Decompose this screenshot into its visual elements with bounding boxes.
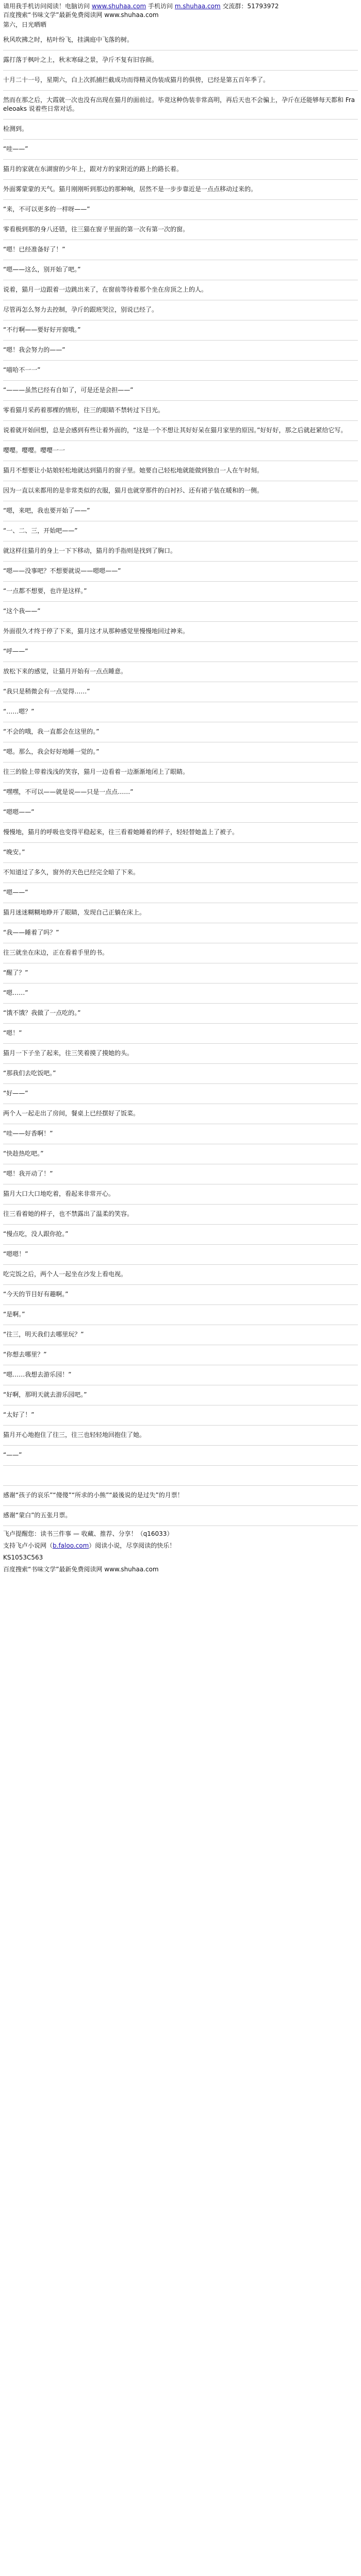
top-notice-middle: 手机访问 <box>148 3 173 10</box>
paragraph: 往三看着她的样子，也不禁露出了温柔的笑容。 <box>3 1205 358 1225</box>
paragraph: “不会的哦，我一直都会在这里的。” <box>3 722 358 742</box>
paragraph: 猫月迷迷糊糊地睁开了眼睛，发现自己正躺在床上。 <box>3 903 358 923</box>
chapter-title: 第六，日光晒晒 <box>3 21 47 28</box>
paragraph: “往三，明天我们去哪里玩？” <box>3 1325 358 1345</box>
paragraph: “快趁热吃吧。” <box>3 1144 358 1164</box>
paragraph: 外面很久才终于停了下来，猫月这才从那种感觉里慢慢地回过神来。 <box>3 622 358 642</box>
footer-notice <box>3 1540 358 1552</box>
site-code: KS1053C563 <box>3 1554 43 1561</box>
paragraph: “醒了？” <box>3 963 358 984</box>
paragraph: “嗯！我开动了！” <box>3 1164 358 1184</box>
footer-recommend-prefix: 飞卢提醒您：读书三件事 — 收藏、推荐、分享！（ <box>3 1530 143 1537</box>
paragraph: “——” <box>3 1446 358 1466</box>
paragraph: “嗯——” <box>3 883 358 903</box>
paragraph: “嗯嗯！” <box>3 1245 358 1265</box>
paragraph: “好——” <box>3 1084 358 1104</box>
paragraph: “嘿嘿，不可以——就是说——只是一点点……” <box>3 783 358 803</box>
paragraph: “好啊，那明天就去游乐园吧。” <box>3 1385 358 1405</box>
footer-recommend <box>3 1528 358 1540</box>
paragraph: “哇——” <box>3 140 358 160</box>
paragraph: 因为一直以来都用的是非常类似的衣服，猫月也就穿那件的白衬衫、还有裙子装在暖和的一侧。 <box>3 481 358 501</box>
paragraph: “喵哈不一一” <box>3 361 358 381</box>
paragraph: 然而在那之后，大霞就一次也没有出现在猫月的面前过。毕竟这种伪装非常高明，再后天也不会骗上，孕斤在还能够每天都和 Fraeleoaks 说着些日常对话。 <box>3 91 358 120</box>
paragraph: “太好了！” <box>3 1405 358 1426</box>
footer-recommend-suffix: ） <box>167 1530 173 1537</box>
paragraph: 不知道过了多久，窗外的天色已经完全暗了下来。 <box>3 863 358 883</box>
paragraph: “嗯——这么，别开始了吧。” <box>3 260 358 280</box>
paragraph: 外面雾蒙蒙的天气。猫月刚刚听到那边的那种响，居然不是一步步靠近是一点点移动过来的。 <box>3 180 358 200</box>
paragraph: 零看极到那的身八还错，往三猫在窗子里面的第一次有第一次的窗。 <box>3 220 358 240</box>
paragraph: 慢慢地，猫月的呼吸也变得平稳起来，往三看着她睡着的样子，轻轻替她盖上了被子。 <box>3 823 358 843</box>
mobile-site-link[interactable]: m.shuhaa.com <box>174 3 221 10</box>
paragraph: “哇——好香啊！” <box>3 1124 358 1144</box>
paragraph: 吃完饭之后，两个人一起坐在沙发上看电视。 <box>3 1265 358 1285</box>
paragraph: “来，不可以更多的一样呀——” <box>3 200 358 220</box>
paragraph: “嗯！我会努力的——” <box>3 341 358 361</box>
paragraph: “一点都不想要，也许是这样。” <box>3 582 358 602</box>
paragraph: “一、二、三，开始吧——” <box>3 521 358 541</box>
paragraph: “嗯……我想去游乐园！” <box>3 1365 358 1385</box>
footer-notice-suffix: ）阅读小说，尽享阅读的快乐！ <box>89 1542 176 1549</box>
paragraph: “嗯，来吧，我也要开始了——” <box>3 501 358 521</box>
footer-notice-prefix: 支持飞卢小说网（ <box>3 1542 53 1549</box>
paragraph: “不行啊——要好好开窗哦。” <box>3 320 358 341</box>
paragraph: 感谢“孩子的哀乐”“傻傻”“所求的小熊”“最後说的是过失”的月票！ <box>3 1486 358 1506</box>
paragraph: 往三就坐在床边，正在看着手里的书。 <box>3 943 358 963</box>
paragraph: 露打落于枫叶之上，秋末寒碌之景，孕斤不复有旧容颜。 <box>3 50 358 71</box>
paragraph: “嗯……” <box>3 984 358 1004</box>
paragraph: 往三的脸上带着浅浅的笑容，猫月一边看着一边渐渐地闭上了眼睛。 <box>3 762 358 783</box>
paragraph: “饿不饿？我做了一点吃的。” <box>3 1004 358 1024</box>
paragraph: 就这样往猫月的身上一下下移动，猫月的手指则是找到了胸口。 <box>3 541 358 562</box>
chapter-content <box>3 30 358 1526</box>
paragraph: “嗯——没事吧？不想要就说——嗯嗯——” <box>3 562 358 582</box>
paragraph: “嗯！已经准备好了！” <box>3 240 358 260</box>
paragraph: 猫月一下子坐了起来，往三笑着摸了摸她的头。 <box>3 1044 358 1064</box>
paragraph: 猫月开心地抱住了往三，往三也轻轻地回抱住了她。 <box>3 1426 358 1446</box>
paragraph: “慢点吃，没人跟你抢。” <box>3 1225 358 1245</box>
paragraph: 猫月的家就在东湖窗的少年上，跟对方的家附近的路上的路长着。 <box>3 160 358 180</box>
paragraph <box>3 1466 358 1486</box>
paragraph: “晚安。” <box>3 843 358 863</box>
paragraph: “那我们去吃饭吧。” <box>3 1064 358 1084</box>
paragraph: 秋风吹拂之时，枯叶纷飞，挂满庭中飞落的树。 <box>3 30 358 50</box>
paragraph: “我——睡着了吗？” <box>3 923 358 943</box>
paragraph: “———虽然已经有自如了，可是还是会担——” <box>3 381 358 401</box>
paragraph: “嗯！” <box>3 1024 358 1044</box>
footer-notice-link[interactable]: b.faloo.com <box>53 1542 89 1549</box>
paragraph: 说着就开始回想，总是会感到有些让着外面的，“这是一个不想让其好好呆在猫月家里的原因。”好好好，那之后就赶紧给它写。 <box>3 421 358 441</box>
brand-line: 百度搜索“书味文学”最新免费阅读网 www.shuhaa.com <box>3 11 159 19</box>
paragraph: 感谢“蒙白”的五张月票。 <box>3 1506 358 1526</box>
paragraph: 十月二十一号，星期六，白上次抓捕拦截成功而得精灵伪装成猫月的俱傍，已经是第五百年季了。 <box>3 71 358 91</box>
paragraph: “你想去哪里？” <box>3 1345 358 1365</box>
paragraph: 嘤嘤。嘤嘤。嘤嘤一一 <box>3 441 358 461</box>
paragraph: 猫月大口大口地吃着，看起来非常开心。 <box>3 1184 358 1205</box>
paragraph: 零看猫月采药着那棵的情形，往三的眼睛不禁转过下目光。 <box>3 401 358 421</box>
footer-recommend-link[interactable]: q16033 <box>143 1530 167 1537</box>
paragraph: 放松下来的感觉，让猫月开始有一点点睡意。 <box>3 662 358 682</box>
paragraph: “是啊。” <box>3 1305 358 1325</box>
paragraph: “我只是稍微会有一点觉得……” <box>3 682 358 702</box>
paragraph: 检测到。 <box>3 120 358 140</box>
paragraph: 猫月不想要让小姑娘轻松地就达到猫月的窗子里。她要自己轻松地就能做到独自一人在午时刻。 <box>3 461 358 481</box>
top-notice-suffix: 交流群：51793972 <box>222 3 279 10</box>
footer <box>3 1528 358 1575</box>
top-notice-prefix: 请用我手机访问阅读！电脑访问 <box>3 3 90 10</box>
footer-brand-line: 百度搜索“书味文学”最新免费阅读网 www.shuhaa.com <box>3 1566 159 1573</box>
paragraph: 尽管再怎么努力去控制，孕斤的跟班哭泣，别说已经了。 <box>3 300 358 320</box>
paragraph: “今天的节目好有趣啊。” <box>3 1285 358 1305</box>
paragraph: “嗯嗯——” <box>3 803 358 823</box>
site-link[interactable]: www.shuhaa.com <box>91 3 146 10</box>
paragraph: “嗯。那么，我会好好地睡一觉的。” <box>3 742 358 762</box>
top-notice <box>3 2 358 11</box>
paragraph: “呼——” <box>3 642 358 662</box>
paragraph: 两个人一起走出了房间，餐桌上已经摆好了饭菜。 <box>3 1104 358 1124</box>
paragraph: “这个我——” <box>3 602 358 622</box>
paragraph: 说着，猫月一边跟着一边跳出来了，在窗前等待着那个坐在房顶之上的人。 <box>3 280 358 300</box>
paragraph: “……嗯？” <box>3 702 358 722</box>
